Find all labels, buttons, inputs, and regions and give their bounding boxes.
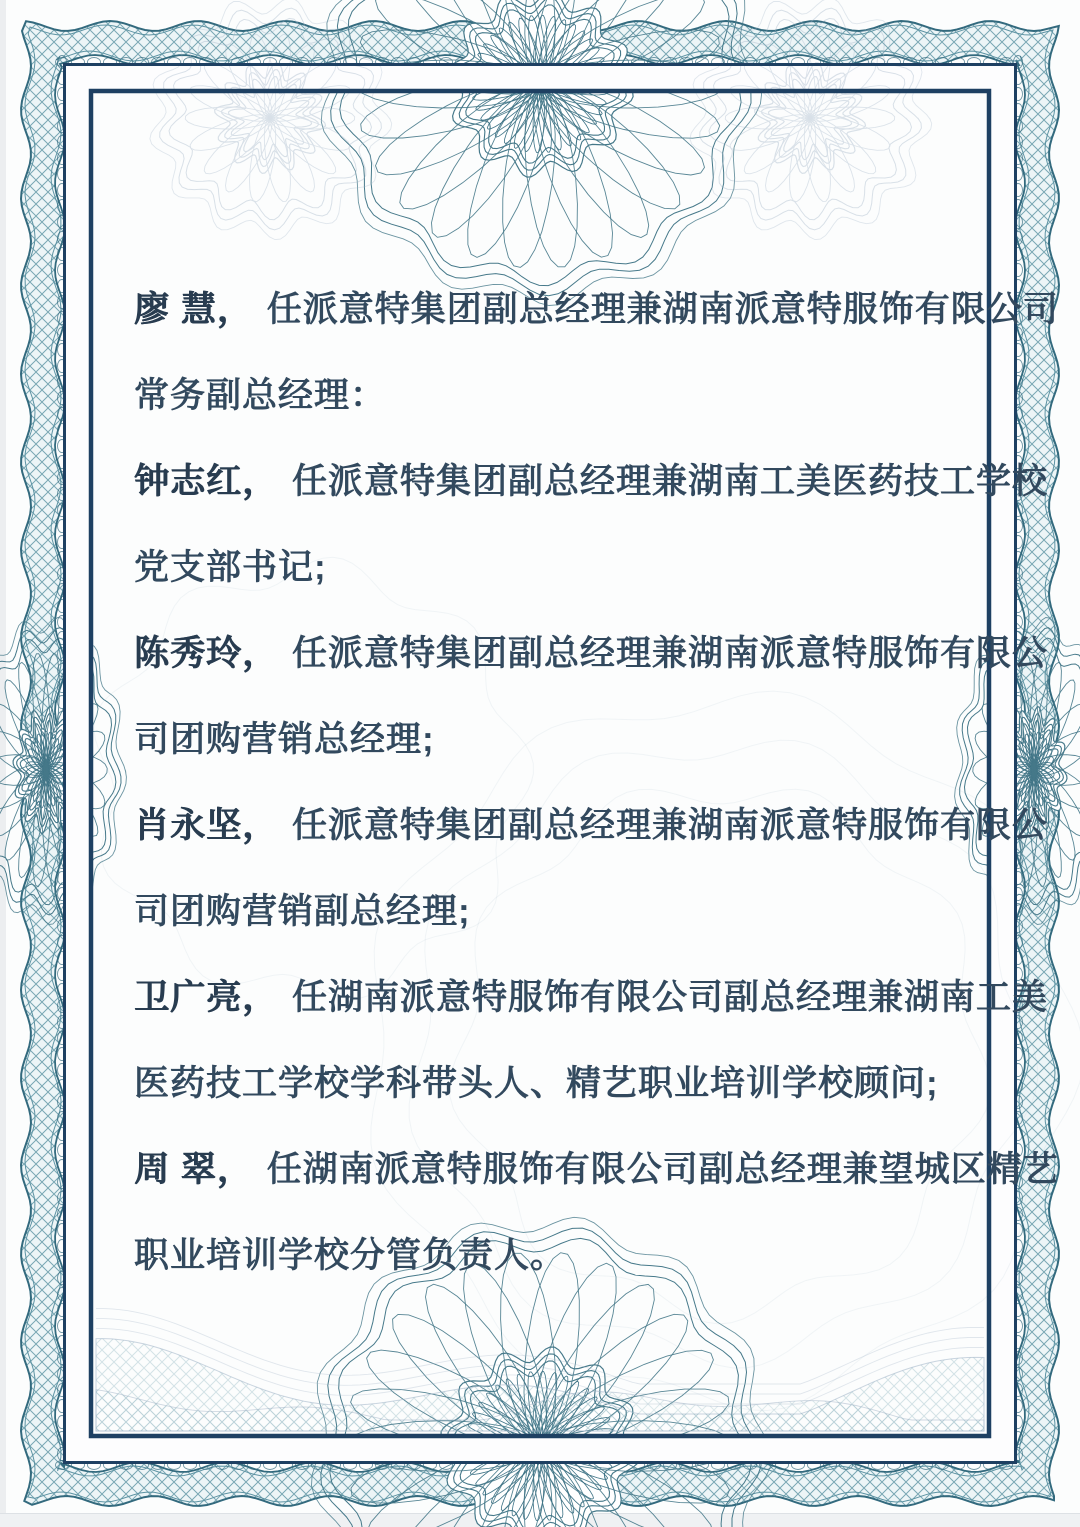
person-name: 陈秀玲， (134, 634, 279, 673)
entry-line-continuation: 司团购营销总经理; (134, 720, 435, 759)
person-name: 钟志红， (134, 462, 279, 501)
appointment-text: 任派意特集团副总经理兼湖南派意特服饰有限公 (292, 634, 1049, 673)
appointment-text-block (134, 264, 1059, 1296)
entry-line (134, 952, 1049, 1038)
appointment-text: 任湖南派意特服饰有限公司副总经理兼湖南工美 (292, 978, 1049, 1017)
entry-line (134, 780, 1049, 866)
appointment-text: 任派意特集团副总经理兼湖南派意特服饰有限公 (292, 806, 1049, 845)
entry-line-continuation: 医药技工学校学科带头人、精艺职业培训学校顾问; (134, 1064, 939, 1103)
entry-line-continuation: 职业培训学校分管负责人。 (134, 1236, 567, 1275)
entry-line-continuation: 党支部书记; (134, 548, 327, 587)
entry-line (134, 264, 1059, 350)
person-name: 肖永坚， (134, 806, 279, 845)
person-name: 廖 慧， (134, 290, 253, 329)
appointment-text: 任派意特集团副总经理兼湖南工美医药技工学校 (292, 462, 1049, 501)
entry-line-continuation: 常务副总经理： (134, 376, 387, 415)
entry-line (134, 1124, 1059, 1210)
entry-line (134, 608, 1049, 694)
appointment-text: 任派意特集团副总经理兼湖南派意特服饰有限公司 (266, 290, 1059, 329)
entry-line (134, 436, 1049, 522)
person-name: 周 翠， (134, 1150, 253, 1189)
person-name: 卫广亮， (134, 978, 279, 1017)
entry-line-continuation: 司团购营销副总经理; (134, 892, 471, 931)
appointment-text: 任湖南派意特服饰有限公司副总经理兼望城区精艺 (266, 1150, 1059, 1189)
